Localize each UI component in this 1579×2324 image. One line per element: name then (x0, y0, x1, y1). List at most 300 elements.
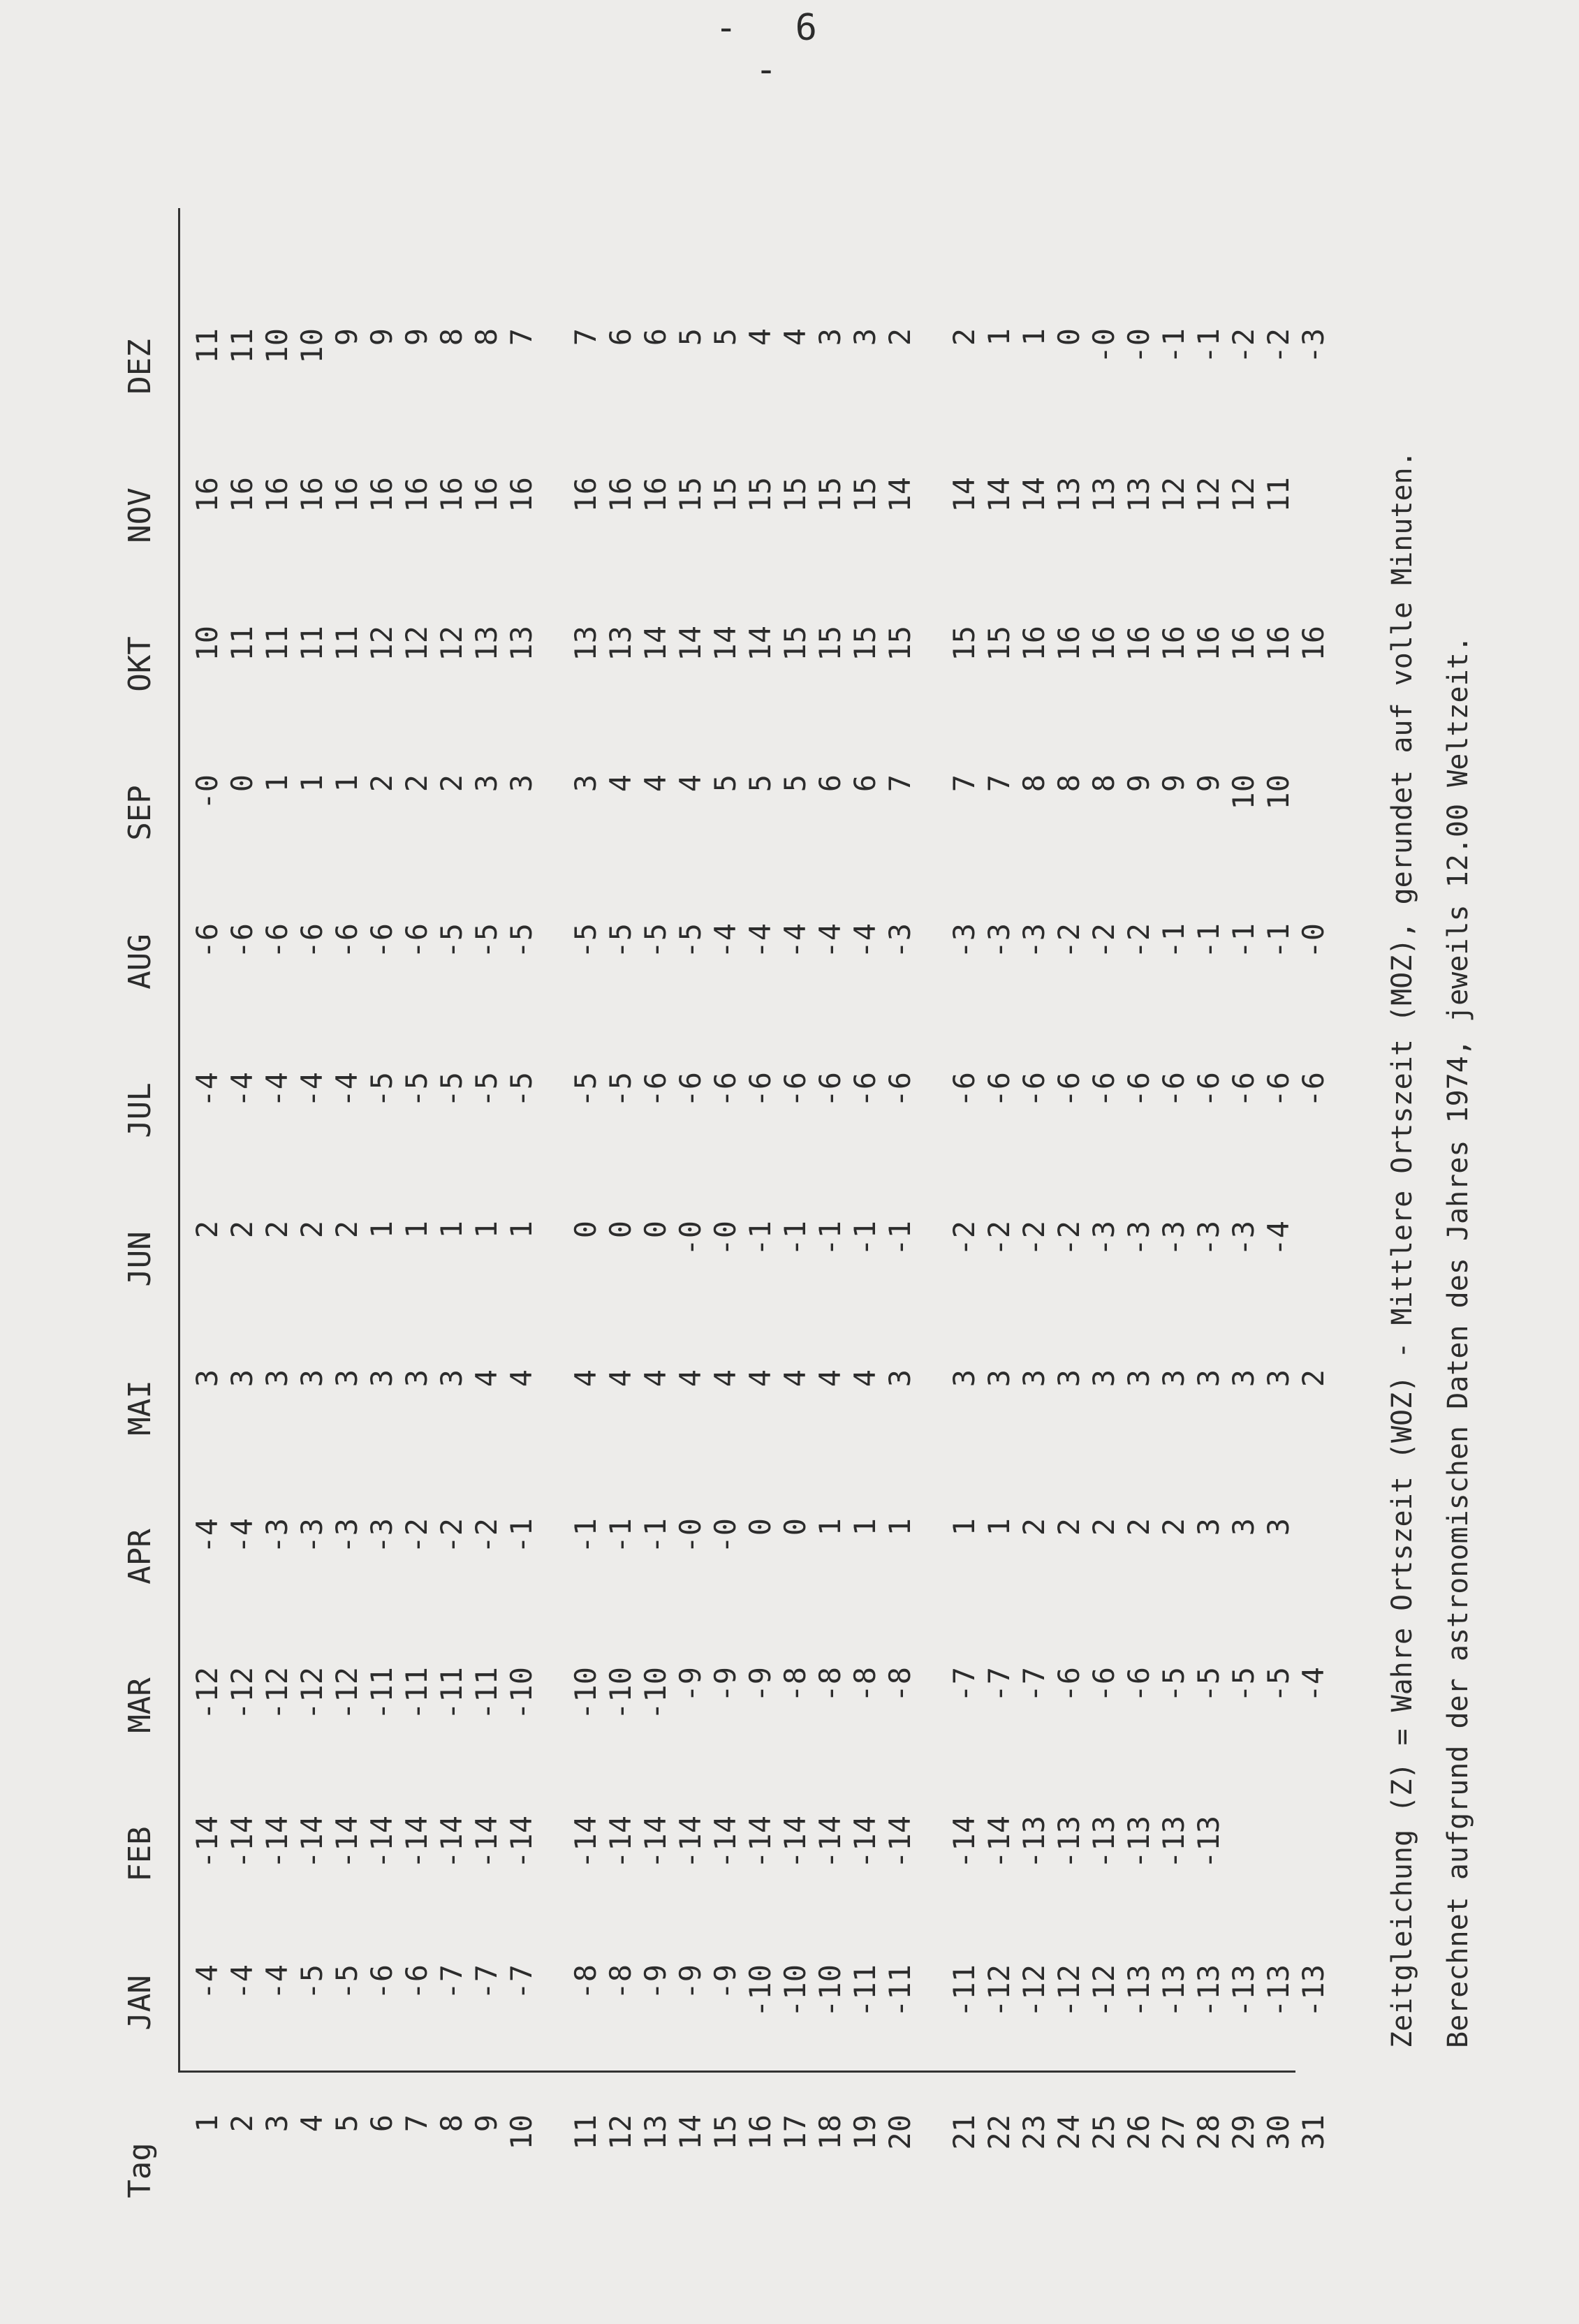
day-number: 16 (743, 2115, 777, 2150)
table-cell: -13 (1122, 1964, 1156, 2017)
day-number: 1 (190, 2115, 224, 2133)
table-cell: -13 (1191, 1964, 1226, 2017)
day-number: 20 (883, 2115, 917, 2150)
table-cell: 2 (295, 1221, 329, 1239)
table-cell: 16 (330, 477, 364, 513)
table-cell: 3 (365, 1369, 399, 1388)
table-cell: 16 (295, 477, 329, 513)
month-header-dez: DEZ (122, 339, 158, 395)
day-number: 14 (673, 2115, 707, 2150)
table-cell: 10 (1261, 774, 1295, 810)
table-cell: 9 (330, 328, 364, 346)
table-cell: -1 (568, 1518, 603, 1554)
table-cell: 1 (1017, 328, 1051, 346)
table-cell: -14 (603, 1816, 638, 1869)
month-header-okt: OKT (122, 636, 158, 692)
table-cell: 9 (1156, 774, 1191, 793)
table-cell: -11 (434, 1667, 469, 1720)
table-cell: 2 (260, 1221, 294, 1239)
table-cell: 3 (1261, 1518, 1295, 1536)
table-cell: 3 (568, 774, 603, 793)
table-cell: -6 (947, 1072, 981, 1108)
table-cell: 1 (947, 1518, 981, 1536)
table-cell: -11 (848, 1964, 882, 2017)
table-cell: -3 (947, 923, 981, 959)
table-cell: -14 (568, 1816, 603, 1869)
table-cell: -5 (603, 923, 638, 959)
table-cell: -1 (778, 1221, 812, 1256)
day-number: 24 (1052, 2115, 1086, 2150)
table-cell: -6 (365, 1964, 399, 2000)
table-cell: -6 (1296, 1072, 1330, 1108)
table-cell: 7 (982, 774, 1016, 793)
table-cell: -4 (848, 923, 882, 959)
table-cell: -1 (813, 1221, 847, 1256)
table-cell: -14 (225, 1816, 259, 1869)
table-cell: 12 (365, 626, 399, 661)
table-cell: -2 (982, 1221, 1016, 1256)
table-cell: -7 (947, 1667, 981, 1702)
table-cell: 4 (504, 1369, 538, 1388)
table-cell: -13 (1122, 1816, 1156, 1869)
table-cell: 2 (1052, 1518, 1086, 1536)
table-cell: 16 (1261, 626, 1295, 661)
table-cell: 8 (1017, 774, 1051, 793)
table-cell: -0 (708, 1221, 742, 1256)
table-cell: 3 (330, 1369, 364, 1388)
table-cell: -2 (1052, 1221, 1086, 1256)
table-cell: 16 (638, 477, 673, 513)
table-cell: -9 (708, 1964, 742, 2000)
table-cell: 16 (399, 477, 434, 513)
table-cell: 2 (1122, 1518, 1156, 1536)
table-cell: 16 (434, 477, 469, 513)
table-cell: 16 (469, 477, 504, 513)
table-cell: 3 (1052, 1369, 1086, 1388)
table-cell: 15 (883, 626, 917, 661)
table-cell: -10 (568, 1667, 603, 1720)
table-cell: -6 (1052, 1072, 1086, 1108)
table-cell: -6 (638, 1072, 673, 1108)
table-cell: 3 (1017, 1369, 1051, 1388)
table-cell: 9 (1191, 774, 1226, 793)
table-cell: -6 (1017, 1072, 1051, 1108)
table-cell: 1 (504, 1221, 538, 1239)
table-cell: -12 (1087, 1964, 1121, 2017)
table-cell: 5 (708, 774, 742, 793)
table-cell: -6 (673, 1072, 707, 1108)
table-cell: -3 (982, 923, 1016, 959)
table-cell: 16 (190, 477, 224, 513)
table-cell: 9 (1122, 774, 1156, 793)
table-cell: -14 (947, 1816, 981, 1869)
table-cell: -10 (778, 1964, 812, 2017)
table-cell: -14 (848, 1816, 882, 1869)
table-cell: 9 (399, 328, 434, 346)
table-cell: 8 (434, 328, 469, 346)
footnote-definition: Zeitgleichung (Z) = Wahre Ortszeit (WOZ) - Mittlere Ortszeit (MOZ), gerundet auf volle Minuten. (1386, 450, 1418, 2048)
table-cell: -13 (1156, 1964, 1191, 2017)
table-cell: -13 (1017, 1816, 1051, 1869)
table-cell: 15 (708, 477, 742, 513)
table-cell: 1 (365, 1221, 399, 1239)
table-cell: -7 (982, 1667, 1016, 1702)
table-cell: 15 (743, 477, 777, 513)
table-cell: 5 (778, 774, 812, 793)
table-cell: -6 (708, 1072, 742, 1108)
table-cell: -5 (568, 1072, 603, 1108)
month-header-jul: JUL (122, 1082, 158, 1138)
table-cell: -8 (568, 1964, 603, 2000)
header-rule (178, 208, 180, 2073)
table-cell: 7 (947, 774, 981, 793)
table-cell: 3 (399, 1369, 434, 1388)
table-cell: -8 (813, 1667, 847, 1702)
table-cell: 3 (1122, 1369, 1156, 1388)
table-cell: -13 (1226, 1964, 1261, 2017)
table-cell: -14 (190, 1816, 224, 1869)
table-cell: -14 (434, 1816, 469, 1869)
table-cell: 16 (1191, 626, 1226, 661)
table-cell: 16 (225, 477, 259, 513)
table-cell: -1 (1156, 923, 1191, 959)
table-cell: 3 (813, 328, 847, 346)
table-cell: -6 (1156, 1072, 1191, 1108)
table-cell: 2 (1296, 1369, 1330, 1388)
table-cell: -14 (708, 1816, 742, 1869)
table-cell: 8 (469, 328, 504, 346)
table-cell: -14 (982, 1816, 1016, 1869)
table-cell: 16 (260, 477, 294, 513)
table-cell: -0 (708, 1518, 742, 1554)
table-cell: -2 (1122, 923, 1156, 959)
table-cell: -14 (399, 1816, 434, 1869)
table-cell: -10 (638, 1667, 673, 1720)
table-cell: -6 (260, 923, 294, 959)
table-cell: -5 (469, 1072, 504, 1108)
table-cell: -13 (1052, 1816, 1086, 1869)
table-cell: 10 (190, 626, 224, 661)
table-cell: -5 (434, 1072, 469, 1108)
table-cell: -7 (469, 1964, 504, 2000)
table-cell: -1 (743, 1221, 777, 1256)
day-number: 2 (225, 2115, 259, 2133)
table-cell: -6 (883, 1072, 917, 1108)
table-cell: 3 (1087, 1369, 1121, 1388)
table-cell: -3 (1191, 1221, 1226, 1256)
table-cell: 13 (603, 626, 638, 661)
day-number: 9 (469, 2115, 504, 2133)
table-cell: 5 (708, 328, 742, 346)
table-cell: -5 (504, 1072, 538, 1108)
table-cell: -13 (1156, 1816, 1191, 1869)
table-cell: -6 (399, 923, 434, 959)
day-number: 18 (813, 2115, 847, 2150)
table-cell: -14 (778, 1816, 812, 1869)
table-cell: -6 (295, 923, 329, 959)
day-column-rule (178, 2071, 1295, 2073)
table-cell: -11 (947, 1964, 981, 2017)
table-cell: 2 (225, 1221, 259, 1239)
table-cell: 3 (1261, 1369, 1295, 1388)
table-cell: -10 (603, 1667, 638, 1720)
table-cell: 0 (638, 1221, 673, 1239)
table-cell: -12 (982, 1964, 1016, 2017)
table-cell: -4 (225, 1518, 259, 1554)
table-cell: -14 (883, 1816, 917, 1869)
table-cell: -4 (743, 923, 777, 959)
table-cell: 2 (399, 774, 434, 793)
table-cell: -2 (1017, 1221, 1051, 1256)
table-cell: -3 (1087, 1221, 1121, 1256)
table-cell: -7 (434, 1964, 469, 2000)
table-cell: -1 (638, 1518, 673, 1554)
table-cell: -5 (469, 923, 504, 959)
table-cell: -4 (190, 1518, 224, 1554)
table-cell: 11 (330, 626, 364, 661)
table-cell: 0 (568, 1221, 603, 1239)
table-cell: 1 (295, 774, 329, 793)
table-cell: -13 (1087, 1816, 1121, 1869)
table-cell: 7 (568, 328, 603, 346)
table-cell: 15 (778, 477, 812, 513)
table-cell: -6 (1122, 1667, 1156, 1702)
table-cell: -2 (1261, 328, 1295, 364)
table-cell: 15 (813, 477, 847, 513)
day-number: 21 (947, 2115, 981, 2150)
table-cell: -5 (1156, 1667, 1191, 1702)
table-cell: 3 (1226, 1518, 1261, 1536)
table-cell: 7 (504, 328, 538, 346)
table-cell: -4 (295, 1072, 329, 1108)
table-cell: -3 (1296, 328, 1330, 364)
table-cell: 4 (848, 1369, 882, 1388)
table-cell: 3 (469, 774, 504, 793)
table-cell: -5 (365, 1072, 399, 1108)
day-number: 25 (1087, 2115, 1121, 2150)
table-cell: 10 (295, 328, 329, 364)
table-cell: -12 (330, 1667, 364, 1720)
table-cell: 3 (504, 774, 538, 793)
table-cell: -2 (1226, 328, 1261, 364)
table-cell: 16 (1226, 626, 1261, 661)
table-cell: -8 (883, 1667, 917, 1702)
table-cell: 14 (883, 477, 917, 513)
table-cell: -14 (330, 1816, 364, 1869)
table-cell: 13 (1122, 477, 1156, 513)
table-cell: -14 (295, 1816, 329, 1869)
table-cell: 2 (1017, 1518, 1051, 1536)
day-number: 17 (778, 2115, 812, 2150)
day-number: 5 (330, 2115, 364, 2133)
table-cell: 14 (982, 477, 1016, 513)
table-cell: 2 (883, 328, 917, 346)
month-header-mai: MAI (122, 1380, 158, 1436)
table-cell: 6 (603, 328, 638, 346)
table-cell: 16 (504, 477, 538, 513)
table-cell: -14 (673, 1816, 707, 1869)
table-cell: 6 (638, 328, 673, 346)
table-cell: 6 (848, 774, 882, 793)
table-cell: -4 (813, 923, 847, 959)
table-cell: -5 (295, 1964, 329, 2000)
table-cell: 11 (190, 328, 224, 364)
table-cell: -3 (365, 1518, 399, 1554)
day-number: 19 (848, 2115, 882, 2150)
table-cell: -5 (399, 1072, 434, 1108)
table-cell: -6 (1122, 1072, 1156, 1108)
table-cell: -5 (1226, 1667, 1261, 1702)
table-cell: -1 (1226, 923, 1261, 959)
table-cell: 13 (1087, 477, 1121, 513)
table-cell: -5 (1261, 1667, 1295, 1702)
table-cell: 1 (883, 1518, 917, 1536)
table-cell: 0 (778, 1518, 812, 1536)
table-cell: -1 (883, 1221, 917, 1256)
table-cell: 1 (982, 328, 1016, 346)
table-cell: 1 (434, 1221, 469, 1239)
day-number: 4 (295, 2115, 329, 2133)
table-cell: 7 (883, 774, 917, 793)
table-cell: 3 (1191, 1518, 1226, 1536)
table-cell: 0 (743, 1518, 777, 1536)
table-cell: 2 (1156, 1518, 1191, 1536)
table-cell: 5 (743, 774, 777, 793)
table-cell: 2 (434, 774, 469, 793)
table-cell: 11 (1261, 477, 1295, 513)
table-cell: -11 (883, 1964, 917, 2017)
table-cell: -3 (1017, 923, 1051, 959)
table-cell: -5 (330, 1964, 364, 2000)
day-number: 6 (365, 2115, 399, 2133)
month-header-sep: SEP (122, 785, 158, 841)
table-cell: -4 (190, 1964, 224, 2000)
table-cell: 5 (673, 328, 707, 346)
table-cell: -5 (568, 923, 603, 959)
table-cell: -2 (947, 1221, 981, 1256)
table-cell: -1 (1191, 923, 1226, 959)
table-cell: 4 (673, 1369, 707, 1388)
day-number: 30 (1261, 2115, 1295, 2150)
table-cell: 16 (1156, 626, 1191, 661)
table-cell: -5 (603, 1072, 638, 1108)
table-cell: -10 (743, 1964, 777, 2017)
table-cell: -12 (225, 1667, 259, 1720)
table-cell: -13 (1261, 1964, 1295, 2017)
table-cell: 11 (295, 626, 329, 661)
month-header-aug: AUG (122, 934, 158, 990)
table-cell: -6 (330, 923, 364, 959)
day-number: 26 (1122, 2115, 1156, 2150)
day-number: 3 (260, 2115, 294, 2133)
table-cell: -1 (1191, 328, 1226, 364)
table-cell: -8 (603, 1964, 638, 2000)
table-cell: -6 (743, 1072, 777, 1108)
table-cell: 0 (1052, 328, 1086, 346)
table-cell: 15 (947, 626, 981, 661)
table-cell: -1 (603, 1518, 638, 1554)
table-cell: -4 (225, 1072, 259, 1108)
table-cell: -4 (778, 923, 812, 959)
table-cell: 3 (434, 1369, 469, 1388)
table-cell: 4 (743, 1369, 777, 1388)
table-cell: 3 (947, 1369, 981, 1388)
table-cell: -1 (504, 1518, 538, 1554)
table-cell: 15 (848, 626, 882, 661)
table-cell: -6 (1087, 1072, 1121, 1108)
table-cell: 2 (1087, 1518, 1121, 1536)
table-cell: 1 (260, 774, 294, 793)
table-cell: 4 (813, 1369, 847, 1388)
table-cell: -0 (673, 1221, 707, 1256)
table-cell: -2 (1087, 923, 1121, 959)
table-cell: -14 (504, 1816, 538, 1869)
table-cell: -4 (260, 1072, 294, 1108)
table-cell: 4 (603, 1369, 638, 1388)
table-cell: -6 (365, 923, 399, 959)
table-cell: -12 (1052, 1964, 1086, 2017)
table-cell: 1 (982, 1518, 1016, 1536)
table-cell: 16 (1122, 626, 1156, 661)
table-cell: 0 (603, 1221, 638, 1239)
month-header-nov: NOV (122, 487, 158, 543)
table-cell: -14 (365, 1816, 399, 1869)
table-cell: -0 (1087, 328, 1121, 364)
table-cell: 3 (190, 1369, 224, 1388)
table-cell: -6 (1087, 1667, 1121, 1702)
table-cell: 1 (848, 1518, 882, 1536)
table-cell: -6 (399, 1964, 434, 2000)
table-cell: -7 (1017, 1667, 1051, 1702)
table-cell: 3 (260, 1369, 294, 1388)
table-cell: -12 (295, 1667, 329, 1720)
table-cell: 11 (225, 626, 259, 661)
table-cell: 1 (399, 1221, 434, 1239)
table-cell: -14 (813, 1816, 847, 1869)
table-cell: -7 (504, 1964, 538, 2000)
table-cell: -11 (399, 1667, 434, 1720)
table-cell: 1 (469, 1221, 504, 1239)
table-cell: -4 (330, 1072, 364, 1108)
day-number: 11 (568, 2115, 603, 2150)
table-cell: -5 (638, 923, 673, 959)
table-cell: -3 (295, 1518, 329, 1554)
table-cell: -6 (848, 1072, 882, 1108)
table-cell: -13 (1296, 1964, 1330, 2017)
table-cell: 3 (1156, 1369, 1191, 1388)
table-cell: 9 (365, 328, 399, 346)
table-cell: -5 (673, 923, 707, 959)
page-number: - 6 - (715, 7, 835, 91)
table-cell: 13 (504, 626, 538, 661)
table-cell: -14 (260, 1816, 294, 1869)
day-number: 13 (638, 2115, 673, 2150)
table-cell: 3 (982, 1369, 1016, 1388)
table-cell: -9 (708, 1667, 742, 1702)
table-cell: -1 (1156, 328, 1191, 364)
table-cell: -6 (1226, 1072, 1261, 1108)
day-number: 10 (504, 2115, 538, 2150)
table-cell: -0 (1122, 328, 1156, 364)
table-cell: -10 (504, 1667, 538, 1720)
table-cell: 15 (813, 626, 847, 661)
table-cell: -4 (1296, 1667, 1330, 1702)
table-cell: -1 (1261, 923, 1295, 959)
table-cell: -6 (778, 1072, 812, 1108)
table-cell: 15 (778, 626, 812, 661)
month-header-apr: APR (122, 1529, 158, 1584)
table-cell: -6 (982, 1072, 1016, 1108)
